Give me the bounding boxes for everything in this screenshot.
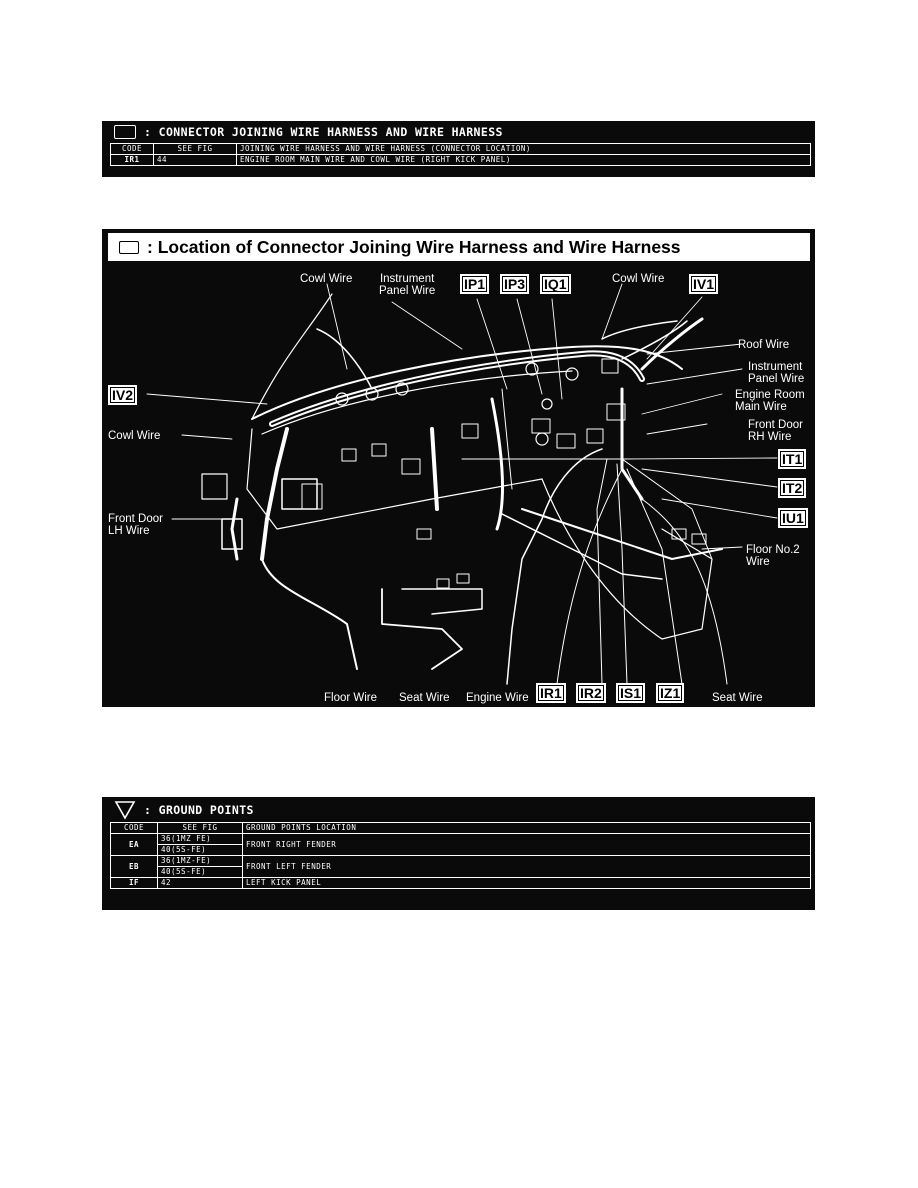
label-line-2: Panel Wire: [379, 285, 436, 297]
label-line-1: Instrument: [379, 273, 435, 285]
label-front-door-rh-wire: [748, 419, 803, 443]
label-seat-wire-bottom: Seat Wire: [399, 692, 450, 704]
label-line-2: RH Wire: [748, 431, 792, 443]
code-iz1: IZ1: [656, 683, 684, 703]
label-line-1: Floor No.2: [746, 544, 800, 556]
label-cowl-wire-top: Cowl Wire: [300, 273, 353, 285]
row-see-fig: 36(1MZ-FE): [158, 856, 243, 867]
code-iq1: IQ1: [540, 274, 571, 294]
code-ip3: IP3: [500, 274, 529, 294]
label-line-1: Instrument: [748, 361, 803, 373]
table-row: [111, 878, 811, 889]
connector-table-title: : CONNECTOR JOINING WIRE HARNESS AND WIRE HARNESS: [144, 125, 503, 139]
label-line-2: LH Wire: [108, 525, 150, 537]
ground-points-table: [102, 797, 815, 910]
row-location: FRONT RIGHT FENDER: [243, 834, 811, 856]
row-see-fig: 40(5S-FE): [158, 867, 243, 878]
label-roof-wire: Roof Wire: [738, 339, 790, 351]
table-header-row: [111, 144, 811, 155]
label-instrument-panel-wire-top: [379, 273, 435, 297]
column-header-code: CODE: [111, 823, 158, 834]
column-header-see-fig: SEE FIG: [154, 144, 237, 155]
label-line-2: Wire: [746, 556, 770, 568]
label-engine-room-main-wire: [735, 389, 805, 413]
column-header-see-fig: SEE FIG: [158, 823, 243, 834]
column-header-location: GROUND POINTS LOCATION: [243, 823, 811, 834]
row-see-fig: 42: [158, 878, 243, 889]
code-ir2: IR2: [576, 683, 606, 703]
row-see-fig: 44: [154, 155, 237, 166]
column-header-location: JOINING WIRE HARNESS AND WIRE HARNESS (CONNECTOR LOCATION): [237, 144, 811, 155]
row-location: FRONT LEFT FENDER: [243, 856, 811, 878]
ground-table-title: : GROUND POINTS: [144, 802, 254, 817]
row-location: LEFT KICK PANEL: [243, 878, 811, 889]
table-header-row: [111, 823, 811, 834]
code-it1: IT1: [778, 449, 806, 469]
label-seat-wire-right: Seat Wire: [712, 692, 763, 704]
label-line-2: Main Wire: [735, 401, 787, 413]
code-ip1: IP1: [460, 274, 489, 294]
label-front-door-lh-wire: [108, 513, 163, 537]
ground-table-header: [102, 797, 815, 822]
label-instrument-panel-wire-right: [748, 361, 804, 385]
ground-table-grid: [110, 822, 811, 889]
row-code: EB: [111, 856, 158, 878]
table-row: [111, 856, 811, 867]
ground-triangle-icon: [114, 800, 136, 820]
row-see-fig: 40(5S-FE): [158, 845, 243, 856]
label-floor-no2-wire: [746, 544, 800, 568]
label-floor-wire: Floor Wire: [324, 692, 378, 704]
label-line-1: Front Door: [108, 513, 163, 525]
connector-table: [102, 121, 815, 177]
wire-harness-drawing: [102, 229, 815, 707]
row-code: IR1: [111, 155, 154, 166]
row-code: IF: [111, 878, 158, 889]
label-line-2: Panel Wire: [748, 373, 805, 385]
label-cowl-wire-left: Cowl Wire: [108, 430, 161, 442]
table-row: [111, 155, 811, 166]
code-iu1: IU1: [778, 508, 808, 528]
connector-location-diagram: [102, 229, 815, 707]
code-iv2: IV2: [108, 385, 137, 405]
row-see-fig: 36(1MZ FE): [158, 834, 243, 845]
label-line-1: Front Door: [748, 419, 803, 431]
table-row: [111, 834, 811, 845]
connector-box-icon: [114, 125, 136, 139]
connector-table-grid: [110, 143, 811, 166]
row-code: EA: [111, 834, 158, 856]
connector-table-header: [102, 121, 815, 143]
column-header-code: CODE: [111, 144, 154, 155]
diagram-title: : Location of Connector Joining Wire Harness and Wire Harness: [147, 236, 681, 257]
code-ir1: IR1: [536, 683, 566, 703]
code-it2: IT2: [778, 478, 806, 498]
label-line-1: Engine Room: [735, 389, 805, 401]
code-iv1: IV1: [689, 274, 718, 294]
label-engine-wire: Engine Wire: [466, 692, 529, 704]
label-cowl-wire-right: Cowl Wire: [612, 273, 665, 285]
row-location: ENGINE ROOM MAIN WIRE AND COWL WIRE (RIGHT KICK PANEL): [237, 155, 811, 166]
code-is1: IS1: [616, 683, 645, 703]
